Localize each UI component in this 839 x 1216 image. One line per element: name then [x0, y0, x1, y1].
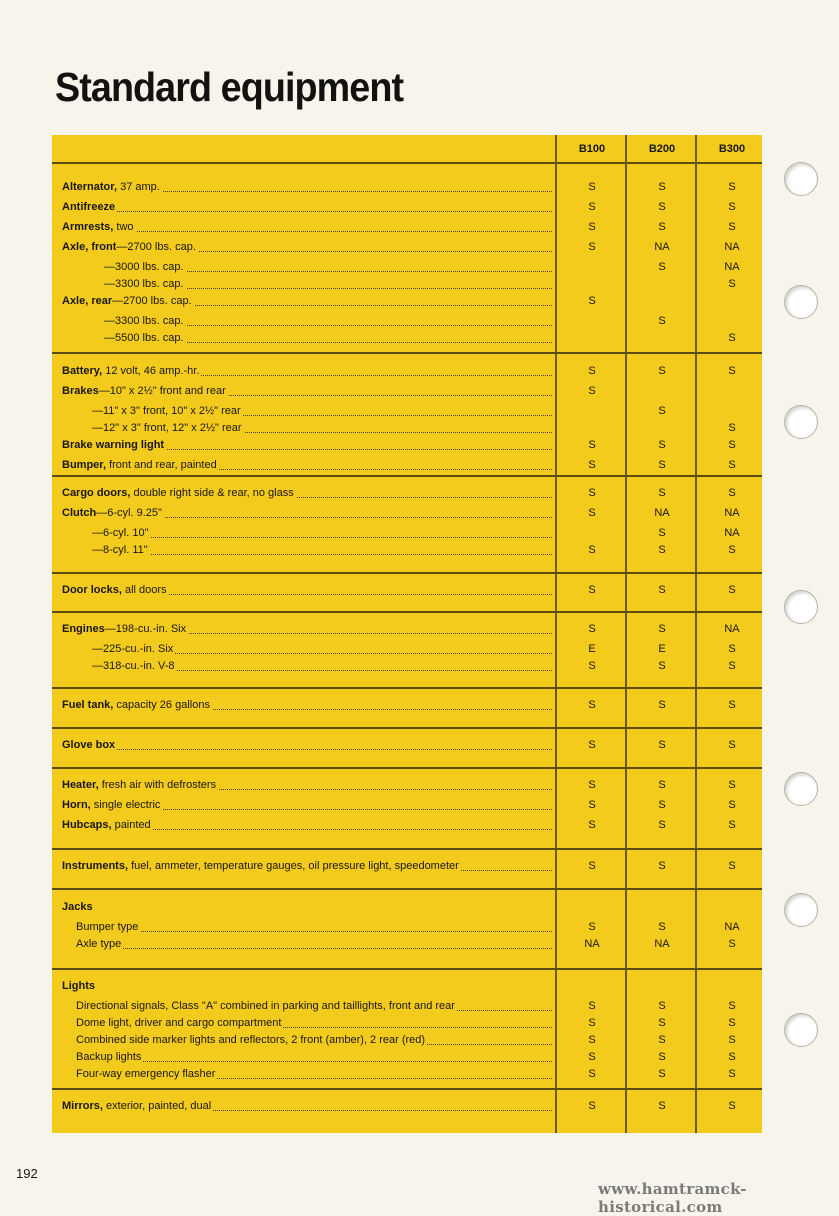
availability-cell-b100: S [588, 1000, 596, 1012]
row-label-text: Backup lights [76, 1051, 142, 1063]
availability-cell-b300: S [728, 1051, 736, 1063]
section-divider [52, 475, 762, 477]
row-label-text: —3300 lbs. cap. [104, 278, 184, 290]
row-label [62, 437, 552, 454]
availability-cell-b300: NA [724, 507, 740, 519]
availability-cell-b300: S [728, 201, 736, 213]
row-label [62, 485, 552, 502]
availability-cell-b300: S [728, 439, 736, 451]
availability-cell-b100: S [588, 739, 596, 751]
row-label [76, 1032, 552, 1049]
page-title: Standard equipment [55, 64, 404, 110]
table-row [52, 403, 762, 420]
availability-cell-b200: S [658, 201, 666, 213]
availability-cell-b300: S [728, 660, 736, 672]
table-row [52, 179, 762, 196]
availability-cell-b200: S [658, 405, 666, 417]
availability-cell-b200: S [658, 459, 666, 471]
page-number: 192 [16, 1166, 38, 1181]
availability-cell-b200: S [658, 699, 666, 711]
availability-cell-b300: S [728, 739, 736, 751]
row-label-text: Axle type [76, 938, 122, 950]
availability-cell-b200: S [658, 439, 666, 451]
availability-cell-b300: S [728, 221, 736, 233]
availability-cell-b100: NA [584, 938, 600, 950]
row-label [92, 525, 552, 542]
availability-cell-b200: NA [654, 938, 670, 950]
row-label [62, 737, 552, 754]
row-label [62, 179, 552, 196]
availability-cell-b300: S [728, 860, 736, 872]
row-label [62, 219, 552, 236]
row-label-text: front and rear, painted [106, 459, 217, 471]
availability-cell-b200: S [658, 1017, 666, 1029]
row-label [62, 582, 552, 599]
row-label-bold: Brake warning light [62, 439, 165, 451]
row-label-bold: Battery, [62, 365, 103, 377]
row-label [92, 542, 552, 559]
row-label-text: fuel, ammeter, temperature gauges, oil pressure light, speedometer [128, 860, 459, 872]
table-row [52, 998, 762, 1015]
binder-hole [784, 162, 818, 196]
availability-cell-b300: S [728, 938, 736, 950]
table-row [52, 420, 762, 437]
binder-hole [784, 405, 818, 439]
availability-cell-b100: S [588, 201, 596, 213]
availability-cell-b300: S [728, 1017, 736, 1029]
availability-cell-b300: S [728, 584, 736, 596]
availability-cell-b200: S [658, 860, 666, 872]
row-label-bold: Instruments, [62, 860, 129, 872]
table-row [52, 1015, 762, 1032]
section-divider [52, 572, 762, 574]
row-label [76, 1066, 552, 1083]
row-label-text: —8-cyl. 11" [92, 544, 148, 556]
availability-cell-b200: S [658, 261, 666, 273]
table-row [52, 582, 762, 599]
column-header-b300: B300 [718, 143, 746, 155]
availability-cell-b200: S [658, 544, 666, 556]
availability-cell-b200: S [658, 584, 666, 596]
availability-cell-b300: S [728, 332, 736, 344]
row-label-bold: Glove box [62, 739, 116, 751]
row-label [62, 797, 552, 814]
section-divider [52, 968, 762, 970]
row-label-text: single electric [90, 799, 161, 811]
section-divider [52, 1088, 762, 1090]
availability-cell-b100: S [588, 544, 596, 556]
availability-cell-b100: S [588, 1034, 596, 1046]
binder-hole [784, 893, 818, 927]
row-label-text: 37 amp. [117, 181, 160, 193]
row-label [76, 1049, 552, 1066]
availability-cell-b200: S [658, 921, 666, 933]
section-divider [52, 767, 762, 769]
table-row [52, 919, 762, 936]
binder-hole [784, 590, 818, 624]
availability-cell-b100: S [588, 365, 596, 377]
table-row [52, 363, 762, 380]
availability-cell-b300: S [728, 487, 736, 499]
row-label [92, 658, 552, 675]
row-label [62, 978, 552, 995]
row-label-bold: Mirrors, [62, 1100, 103, 1112]
table-row [52, 1098, 762, 1115]
row-label [62, 199, 552, 216]
row-label-text: —11" x 3" front, 10" x 2½" rear [92, 405, 241, 417]
equipment-table [52, 135, 762, 1133]
availability-cell-b100: S [588, 1068, 596, 1080]
table-row [52, 641, 762, 658]
row-label-text: fresh air with defrosters [98, 779, 217, 791]
row-label-text: —2700 lbs. cap. [116, 241, 196, 253]
availability-cell-b200: S [658, 221, 666, 233]
row-label-bold: Cargo doors, [62, 487, 131, 499]
table-row [52, 658, 762, 675]
row-label-text: Directional signals, Class "A" combined in parking and taillights, front and rear [76, 1000, 455, 1012]
section-divider [52, 611, 762, 613]
availability-cell-b100: S [588, 221, 596, 233]
availability-cell-b200: S [658, 1051, 666, 1063]
binder-hole [784, 772, 818, 806]
availability-cell-b100: S [588, 819, 596, 831]
availability-cell-b100: S [588, 660, 596, 672]
row-label-bold: Clutch [62, 507, 97, 519]
row-label-text: —2700 lbs. cap. [112, 295, 192, 307]
availability-cell-b200: S [658, 527, 666, 539]
row-label-text: 12 volt, 46 amp.-hr. [102, 365, 200, 377]
row-label-bold: Antifreeze [62, 201, 116, 213]
row-label [62, 363, 552, 380]
availability-cell-b200: S [658, 315, 666, 327]
row-label [76, 1015, 552, 1032]
table-row [52, 219, 762, 236]
section-divider [52, 848, 762, 850]
availability-cell-b100: S [588, 1051, 596, 1063]
availability-cell-b300: NA [724, 261, 740, 273]
row-label-text: —6-cyl. 10" [92, 527, 149, 539]
row-label [76, 936, 552, 953]
row-label [62, 505, 552, 522]
availability-cell-b100: S [588, 487, 596, 499]
row-label [62, 621, 552, 638]
binder-hole [784, 1013, 818, 1047]
availability-cell-b300: NA [724, 623, 740, 635]
availability-cell-b100: E [588, 643, 596, 655]
availability-cell-b200: NA [654, 241, 670, 253]
table-row [52, 199, 762, 216]
availability-cell-b100: S [588, 439, 596, 451]
row-label [104, 259, 552, 276]
row-label-text: —3300 lbs. cap. [104, 315, 184, 327]
table-row [52, 542, 762, 559]
availability-cell-b100: S [588, 623, 596, 635]
row-label-bold: Alternator, [62, 181, 118, 193]
availability-cell-b100: S [588, 1100, 596, 1112]
availability-cell-b200: E [658, 643, 666, 655]
availability-cell-b100: S [588, 507, 596, 519]
row-label-text: —12" x 3" front, 12" x 2½" rear [92, 422, 242, 434]
availability-cell-b200: S [658, 487, 666, 499]
availability-cell-b200: S [658, 365, 666, 377]
row-label-bold: Hubcaps, [62, 819, 112, 831]
availability-cell-b100: S [588, 799, 596, 811]
table-row [52, 621, 762, 638]
row-label-bold: Engines [62, 623, 105, 635]
row-label [62, 858, 552, 875]
availability-cell-b100: S [588, 921, 596, 933]
availability-cell-b100: S [588, 779, 596, 791]
column-header-b100: B100 [578, 143, 606, 155]
availability-cell-b300: S [728, 1100, 736, 1112]
row-label-text: painted [111, 819, 151, 831]
row-label [62, 697, 552, 714]
row-label-text: two [113, 221, 134, 233]
row-label-text: all doors [121, 584, 167, 596]
table-row [52, 485, 762, 502]
row-label [104, 313, 552, 330]
table-row [52, 330, 762, 347]
row-label [62, 1098, 552, 1115]
row-label-bold: Lights [62, 980, 95, 992]
availability-cell-b300: S [728, 779, 736, 791]
row-label-text: —225-cu.-in. Six [92, 643, 174, 655]
row-label [92, 641, 552, 658]
section-divider [52, 727, 762, 729]
section-divider [52, 352, 762, 354]
availability-cell-b300: S [728, 459, 736, 471]
row-label-text: —10" x 2½" front and rear [98, 385, 226, 397]
availability-cell-b100: S [588, 295, 596, 307]
row-label [62, 383, 552, 400]
table-row [52, 978, 762, 995]
row-label-text: Four-way emergency flasher [76, 1068, 216, 1080]
table-row [52, 383, 762, 400]
row-label-text: Dome light, driver and cargo compartment [76, 1017, 282, 1029]
header-rule [52, 162, 762, 164]
row-label-text: capacity 26 gallons [113, 699, 210, 711]
row-label [62, 239, 552, 256]
row-label-bold: Jacks [62, 901, 93, 913]
row-label-text: double right side & rear, no glass [130, 487, 294, 499]
availability-cell-b300: S [728, 1000, 736, 1012]
row-label-bold: Horn, [62, 799, 91, 811]
availability-cell-b200: S [658, 799, 666, 811]
availability-cell-b300: S [728, 1068, 736, 1080]
availability-cell-b200: S [658, 623, 666, 635]
row-label-bold: Armrests, [62, 221, 114, 233]
availability-cell-b300: S [728, 819, 736, 831]
availability-cell-b300: S [728, 799, 736, 811]
availability-cell-b300: NA [724, 527, 740, 539]
table-row [52, 1049, 762, 1066]
table-row [52, 817, 762, 834]
row-label [62, 293, 552, 310]
availability-cell-b200: S [658, 660, 666, 672]
row-label-bold: Door locks, [62, 584, 122, 596]
table-row [52, 293, 762, 310]
availability-cell-b100: S [588, 1017, 596, 1029]
availability-cell-b300: S [728, 181, 736, 193]
table-row [52, 737, 762, 754]
row-label [62, 777, 552, 794]
table-row [52, 697, 762, 714]
availability-cell-b300: S [728, 643, 736, 655]
row-label [104, 276, 552, 293]
row-label [92, 420, 552, 437]
availability-cell-b200: S [658, 739, 666, 751]
table-row [52, 313, 762, 330]
availability-cell-b100: S [588, 860, 596, 872]
table-row [52, 525, 762, 542]
row-label-bold: Axle, front [62, 241, 117, 253]
availability-cell-b200: S [658, 1068, 666, 1080]
row-label-bold: Axle, rear [62, 295, 113, 307]
watermark: www.hamtramck-historical.com [598, 1180, 747, 1216]
table-row [52, 1066, 762, 1083]
row-label [104, 330, 552, 347]
row-label-text: Bumper type [76, 921, 139, 933]
availability-cell-b200: NA [654, 507, 670, 519]
binder-hole [784, 285, 818, 319]
row-label [76, 919, 552, 936]
row-label-text: —6-cyl. 9.25" [96, 507, 162, 519]
row-label-bold: Brakes [62, 385, 99, 397]
row-label-bold: Bumper, [62, 459, 107, 471]
availability-cell-b300: S [728, 365, 736, 377]
table-row [52, 437, 762, 454]
row-label [62, 457, 552, 474]
availability-cell-b100: S [588, 584, 596, 596]
availability-cell-b100: S [588, 241, 596, 253]
availability-cell-b300: NA [724, 241, 740, 253]
availability-cell-b300: S [728, 544, 736, 556]
table-row [52, 858, 762, 875]
table-row [52, 505, 762, 522]
row-label-text: —198-cu.-in. Six [104, 623, 187, 635]
row-label-text: Combined side marker lights and reflectors, 2 front (amber), 2 rear (red) [76, 1034, 426, 1046]
availability-cell-b200: S [658, 1034, 666, 1046]
table-row [52, 797, 762, 814]
table-row [52, 936, 762, 953]
availability-cell-b100: S [588, 459, 596, 471]
table-row [52, 899, 762, 916]
row-label [76, 998, 552, 1015]
availability-cell-b100: S [588, 699, 596, 711]
availability-cell-b200: S [658, 819, 666, 831]
row-label [62, 817, 552, 834]
availability-cell-b100: S [588, 181, 596, 193]
availability-cell-b200: S [658, 181, 666, 193]
row-label [62, 899, 552, 916]
table-row [52, 276, 762, 293]
availability-cell-b200: S [658, 779, 666, 791]
table-row [52, 777, 762, 794]
availability-cell-b200: S [658, 1100, 666, 1112]
column-header-b200: B200 [648, 143, 676, 155]
row-label [92, 403, 552, 420]
row-label-bold: Fuel tank, [62, 699, 114, 711]
section-divider [52, 687, 762, 689]
availability-cell-b100: S [588, 385, 596, 397]
availability-cell-b200: S [658, 1000, 666, 1012]
row-label-text: —3000 lbs. cap. [104, 261, 184, 273]
section-divider [52, 888, 762, 890]
table-row [52, 1032, 762, 1049]
table-row [52, 457, 762, 474]
availability-cell-b300: S [728, 278, 736, 290]
availability-cell-b300: S [728, 699, 736, 711]
row-label-text: exterior, painted, dual [102, 1100, 212, 1112]
row-label-text: —5500 lbs. cap. [104, 332, 184, 344]
availability-cell-b300: S [728, 422, 736, 434]
table-row [52, 239, 762, 256]
row-label-text: —318-cu.-in. V-8 [92, 660, 175, 672]
row-label-bold: Heater, [62, 779, 99, 791]
availability-cell-b300: S [728, 1034, 736, 1046]
table-row [52, 259, 762, 276]
availability-cell-b300: NA [724, 921, 740, 933]
